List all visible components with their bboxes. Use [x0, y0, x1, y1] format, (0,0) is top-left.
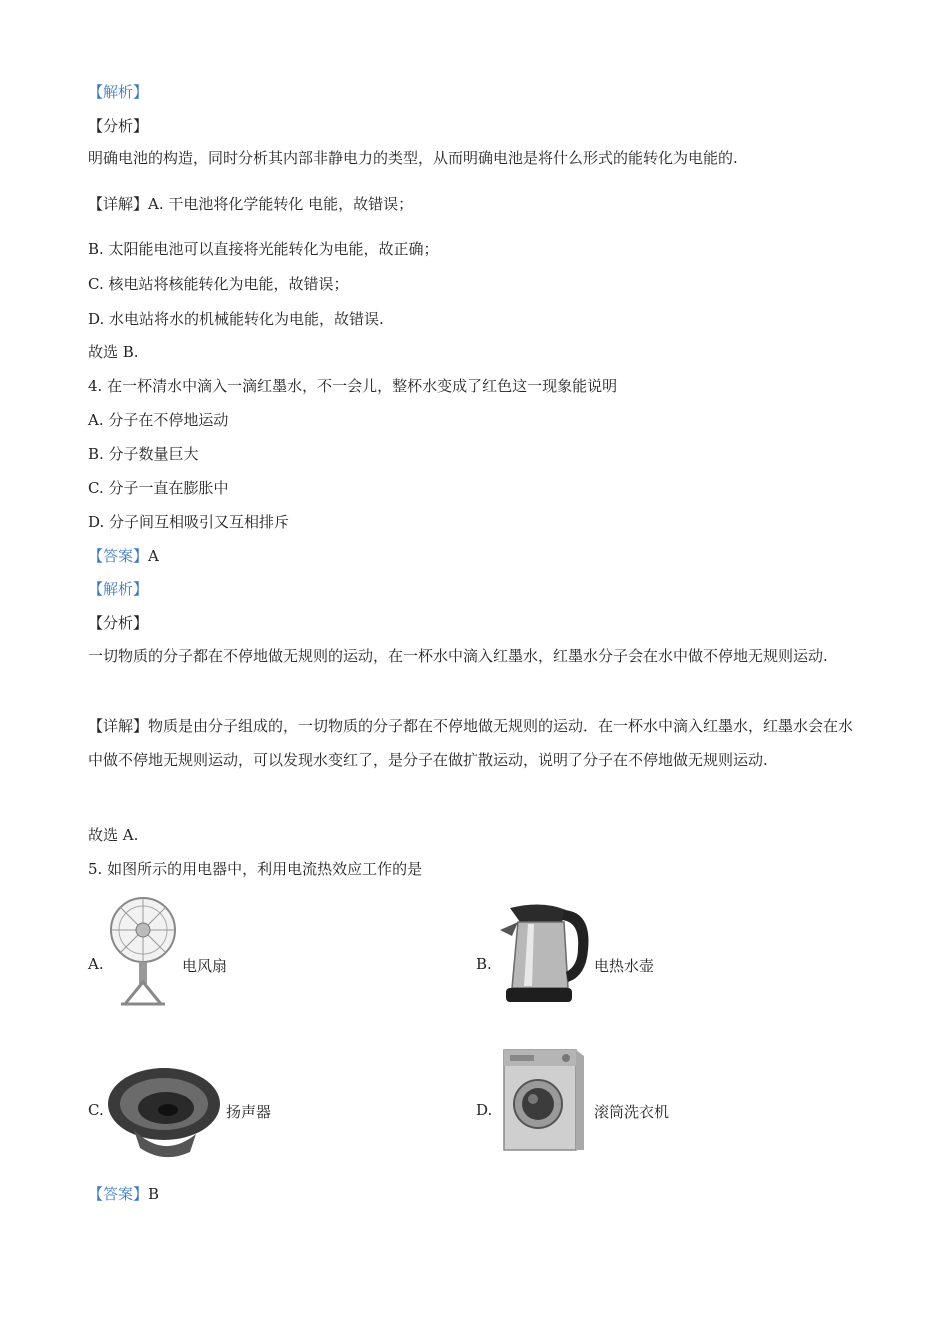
q4-question: 4. 在一杯清水中滴入一滴红墨水，不一会儿，整杯水变成了红色这一现象能说明 [88, 377, 618, 395]
q4-answer [88, 546, 159, 566]
electric-kettle-icon [498, 900, 592, 1012]
q3-fenxi-text: 明确电池的构造，同时分析其内部非静电力的类型，从而明确电池是将什么形式的能转化为电能的. [88, 149, 738, 167]
q3-xiangjie [88, 194, 413, 214]
q5-option-c-label: C. [88, 1101, 104, 1119]
q4-xiangjie-tag: 【详解】 [88, 717, 149, 735]
q3-conclusion: 故选 B. [88, 343, 139, 361]
q5-option-c-caption: 扬声器 [226, 1103, 272, 1121]
q5-answer-value: B [148, 1185, 160, 1203]
q4-analysis-tag: 【解析】 [88, 580, 149, 598]
q3-analysis-tag: 【解析】 [88, 83, 149, 101]
q3-xiangjie-tag: 【详解】 [88, 195, 149, 213]
q5-option-b-caption: 电热水壶 [594, 957, 655, 975]
q4-fenxi-text: 一切物质的分子都在不停地做无规则的运动，在一杯水中滴入红墨水，红墨水分子会在水中做不停地无规则运动. [88, 647, 828, 665]
q5-option-a-label: A. [88, 955, 104, 973]
q4-answer-tag: 【答案】 [88, 547, 149, 565]
q3-option-d: D. 水电站将水的机械能转化为电能，故错误. [88, 310, 384, 328]
q3-fenxi-tag: 【分析】 [88, 117, 149, 135]
q5-answer [88, 1184, 159, 1204]
loudspeaker-icon [104, 1064, 222, 1164]
q3-option-b: B. 太阳能电池可以直接将光能转化为电能，故正确； [88, 240, 439, 258]
q5-answer-tag: 【答案】 [88, 1185, 149, 1203]
q5-option-b-label: B. [476, 955, 492, 973]
q5-option-d-caption: 滚筒洗衣机 [594, 1103, 670, 1121]
q4-answer-value: A [148, 547, 159, 565]
q3-xiangjie-a: A. 干电池将化学能转化 电能，故错误； [148, 195, 414, 213]
q5-question: 5. 如图所示的用电器中，利用电流热效应工作的是 [88, 860, 423, 878]
q3-option-c: C. 核电站将核能转化为电能，故错误； [88, 275, 349, 293]
q4-xiangjie-text: 物质是由分子组成的，一切物质的分子都在不停地做无规则的运动．在一杯水中滴入红墨水，红墨水会在水中做不停地无规则运动，可以发现水变红了，是分子在做扩散运动，说明了分子在不停地做无规则运动. [88, 717, 854, 769]
q4-option-a: A. 分子在不停地运动 [88, 411, 229, 429]
q5-option-a-caption: 电风扇 [182, 957, 228, 975]
washing-machine-icon [500, 1046, 586, 1158]
q4-conclusion: 故选 A. [88, 826, 139, 844]
electric-fan-icon [103, 892, 183, 1016]
q4-option-b: B. 分子数量巨大 [88, 445, 199, 463]
q4-xiangjie [88, 709, 862, 777]
q4-option-d: D. 分子间互相吸引又互相排斥 [88, 513, 290, 531]
q5-option-d-label: D. [476, 1101, 493, 1119]
q4-fenxi-tag: 【分析】 [88, 614, 149, 632]
q4-option-c: C. 分子一直在膨胀中 [88, 479, 229, 497]
